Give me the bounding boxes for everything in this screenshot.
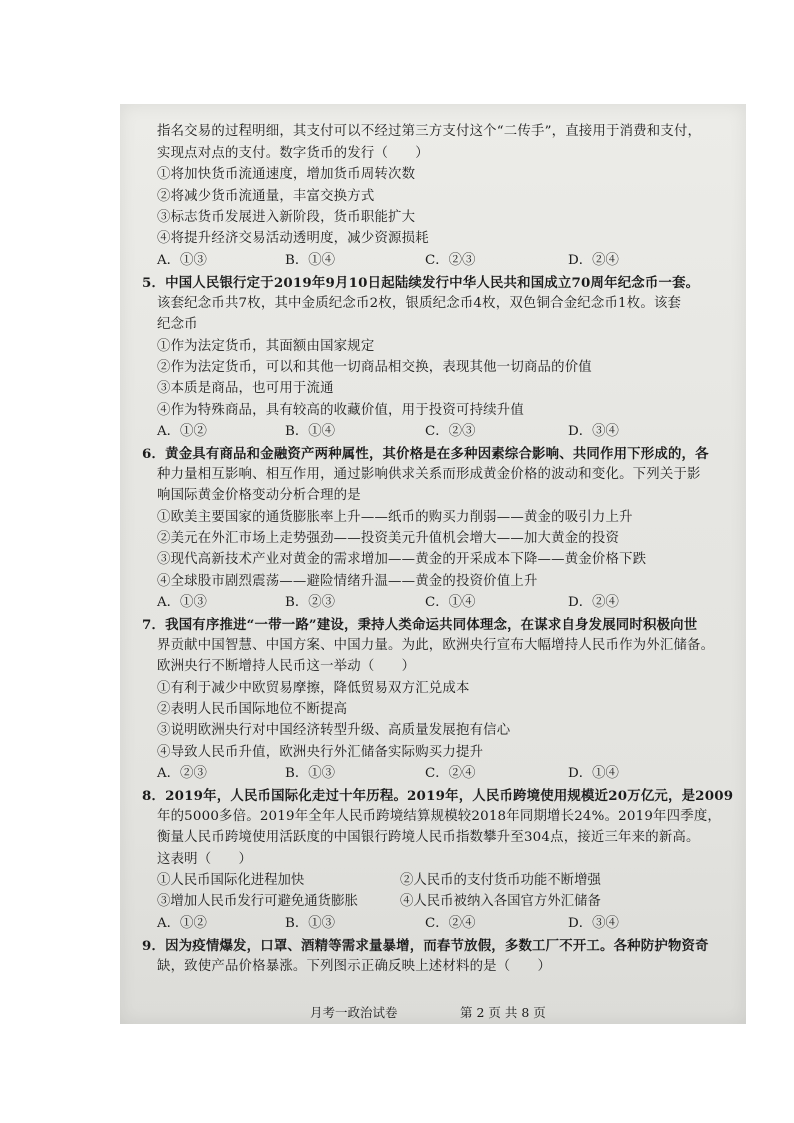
- q6-option-d: D．②④: [568, 595, 619, 610]
- footer-page-number: 第 2 页 共 8 页: [460, 1005, 546, 1020]
- q5-option-d: D．③④: [568, 424, 619, 439]
- q4-statement: ③标志货币发展进入新阶段，货币职能扩大: [157, 210, 416, 225]
- q7-statement: ①有利于减少中欧贸易摩擦，降低贸易双方汇兑成本: [157, 681, 470, 696]
- q8-option-b: B．①③: [285, 916, 336, 931]
- q8-statement: ②人民币的支付货币功能不断增强: [400, 873, 601, 888]
- q8-stem-line: 衡量人民币跨境使用活跃度的中国银行跨境人民币指数攀升至304点，接近三年来的新高。: [157, 830, 700, 845]
- q4-statement: ②将减少货币流通量，丰富交换方式: [157, 189, 375, 204]
- q9-stem-line: 9．因为疫情爆发，口罩、酒精等需求量暴增，而春节放假，多数工厂不开工。各种防护物资奇: [142, 938, 709, 954]
- q6-option-a: A．①③: [157, 595, 207, 610]
- q7-option-c: C．②④: [425, 766, 476, 781]
- q6-stem-line: 种力量相互影响、相互作用，通过影响供求关系而形成黄金价格的波动和变化。下列关于影: [157, 467, 701, 482]
- q7-stem-line: 界贡献中国智慧、中国方案、中国力量。为此，欧洲央行宣布大幅增持人民币作为外汇储备。: [157, 638, 715, 653]
- q4-option-b: B．①④: [285, 253, 336, 268]
- q5-option-c: C．②③: [425, 424, 476, 439]
- footer-exam-name: 月考一政治试卷: [310, 1005, 398, 1020]
- q5-statement: ③本质是商品，也可用于流通: [157, 381, 334, 396]
- q8-option-c: C．②④: [425, 916, 476, 931]
- q8-stem-line: 这表明（ ）: [157, 852, 253, 867]
- q7-statement: ③说明欧洲央行对中国经济转型升级、高质量发展抱有信心: [157, 723, 511, 738]
- q4-stem-line: 指名交易的过程明细，其支付可以不经过第三方支付这个“二传手”，直接用于消费和支付，: [157, 124, 702, 139]
- q5-stem-line: 5．中国人民银行定于2019年9月10日起陆续发行中华人民共和国成立70周年纪念币一套。: [142, 275, 700, 291]
- q8-statement: ①人民币国际化进程加快: [157, 873, 305, 888]
- q6-stem-line: 6．黄金具有商品和金融资产两种属性，其价格是在多种因素综合影响、共同作用下形成的，各: [142, 446, 709, 462]
- q7-stem-line: 欧洲央行不断增持人民币这一举动（ ）: [157, 659, 416, 674]
- q7-option-d: D．①④: [568, 766, 619, 781]
- q6-statement: ③现代高新技术产业对黄金的需求增加——黄金的开采成本下降——黄金价格下跌: [157, 552, 647, 567]
- q8-option-a: A．①②: [157, 916, 207, 931]
- q8-statement: ③增加人民币发行可避免通货膨胀: [157, 894, 358, 909]
- q7-option-b: B．①③: [285, 766, 336, 781]
- scanned-exam-page: [120, 104, 746, 1024]
- q5-statement: ②作为法定货币，可以和其他一切商品相交换，表现其他一切商品的价值: [157, 360, 592, 375]
- q5-stem-line: 该套纪念币共7枚，其中金质纪念币2枚，银质纪念币4枚，双色铜合金纪念币1枚。该套: [157, 296, 682, 311]
- q5-statement: ①作为法定货币，其面额由国家规定: [157, 339, 375, 354]
- q7-stem-line: 7．我国有序推进“一带一路”建设，秉持人类命运共同体理念，在谋求自身发展同时积极向世: [142, 617, 698, 633]
- q6-statement: ①欧美主要国家的通货膨胀率上升——纸币的购买力削弱——黄金的吸引力上升: [157, 510, 633, 525]
- q6-stem-line: 响国际黄金价格变动分析合理的是: [157, 488, 361, 503]
- q9-stem-line: 缺，致使产品价格暴涨。下列图示正确反映上述材料的是（ ）: [157, 959, 552, 974]
- q8-stem-line: 8．2019年，人民币国际化走过十年历程。2019年，人民币跨境使用规模近20万亿元，是2009: [142, 788, 734, 804]
- q4-statement: ①将加快货币流通速度，增加货币周转次数: [157, 167, 416, 182]
- q6-statement: ②美元在外汇市场上走势强劲——投资美元升值机会增大——加大黄金的投资: [157, 531, 620, 546]
- q4-statement: ④将提升经济交易活动透明度，减少资源损耗: [157, 231, 429, 246]
- q8-option-d: D．③④: [568, 916, 619, 931]
- q4-option-a: A．①③: [157, 253, 207, 268]
- q8-stem-line: 年的5000多倍。2019年全年人民币跨境结算规模较2018年同期增长24%。2019年四季度，: [157, 809, 722, 824]
- q6-option-b: B．②③: [285, 595, 336, 610]
- q4-option-d: D．②④: [568, 253, 619, 268]
- q5-stem-line: 纪念币: [157, 317, 198, 332]
- q5-statement: ④作为特殊商品，具有较高的收藏价值，用于投资可持续升值: [157, 403, 524, 418]
- q4-stem-line: 实现点对点的支付。数字货币的发行（ ）: [157, 146, 429, 161]
- q8-statement: ④人民币被纳入各国官方外汇储备: [400, 894, 601, 909]
- q7-statement: ④导致人民币升值，欧洲央行外汇储备实际购买力提升: [157, 745, 484, 760]
- q7-option-a: A．②③: [157, 766, 207, 781]
- q6-option-c: C．①④: [425, 595, 476, 610]
- q7-statement: ②表明人民币国际地位不断提高: [157, 702, 348, 717]
- q5-option-b: B．①④: [285, 424, 336, 439]
- q5-option-a: A．①②: [157, 424, 207, 439]
- q4-option-c: C．②③: [425, 253, 476, 268]
- q6-statement: ④全球股市剧烈震荡——避险情绪升温——黄金的投资价值上升: [157, 574, 538, 589]
